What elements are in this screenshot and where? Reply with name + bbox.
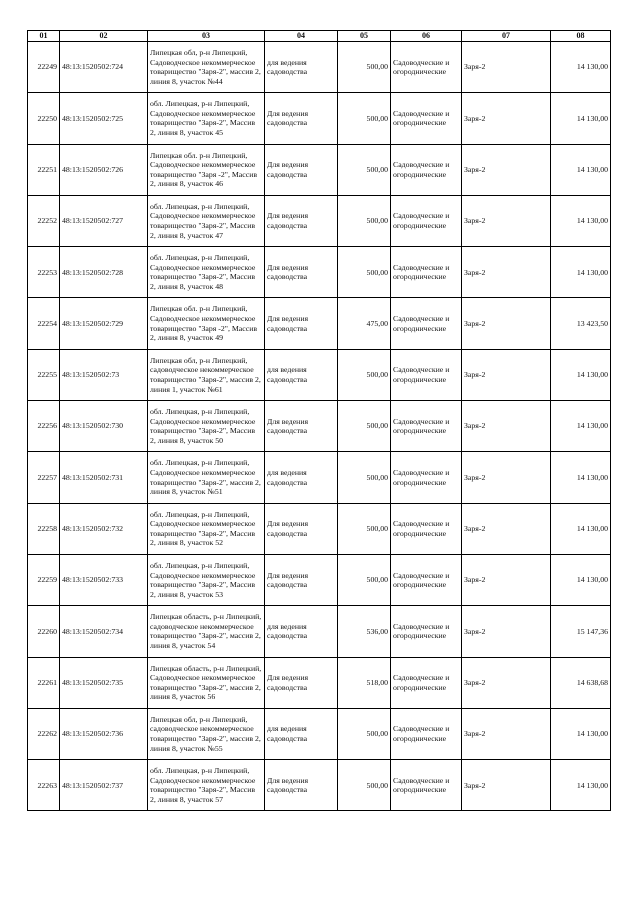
record-number: 22261 xyxy=(28,657,60,708)
land-category: Садоводческие и огороднические xyxy=(391,760,462,811)
address-cell xyxy=(148,42,265,93)
record-number: 22255 xyxy=(28,349,60,400)
land-category: Садоводческие и огороднические xyxy=(391,349,462,400)
area-value: 518,00 xyxy=(338,657,391,708)
table-row xyxy=(28,93,611,144)
permitted-use: для ведения садоводства xyxy=(265,349,338,400)
permitted-use: Для ведения садоводства xyxy=(265,144,338,195)
cadastral-number: 48:13:1520502:73 xyxy=(60,349,148,400)
table-row xyxy=(28,606,611,657)
cadastral-value: 14 130,00 xyxy=(551,452,611,503)
cadastral-number: 48:13:1520502:730 xyxy=(60,401,148,452)
address-cell xyxy=(148,760,265,811)
address-text: Липецкая обл, р-н Липецкий, Садоводческое некоммерческое товарищество "Заря-2", массив 2, линия 8, участок №44 xyxy=(150,47,261,86)
cadastral-number: 48:13:1520502:729 xyxy=(60,298,148,349)
table-row xyxy=(28,195,611,246)
cadastral-number: 48:13:1520502:737 xyxy=(60,760,148,811)
address-text: Липецкая обл. р-н Липецкий, Садоводческое некоммерческое товарищество "Заря -2", Массив 2, линия 8, участок 49 xyxy=(150,304,258,343)
zone-name: Заря-2 xyxy=(462,606,551,657)
cadastral-value: 14 130,00 xyxy=(551,503,611,554)
area-value: 500,00 xyxy=(338,708,391,759)
address-text: Липецкая обл, р-н Липецкий, садоводческое некоммерческое товарищество "Заря-2", массив 2, линия 8, участок №55 xyxy=(150,714,261,753)
address-cell xyxy=(148,195,265,246)
area-value: 500,00 xyxy=(338,247,391,298)
zone-name: Заря-2 xyxy=(462,298,551,349)
area-value: 500,00 xyxy=(338,349,391,400)
cadastral-value: 14 130,00 xyxy=(551,708,611,759)
zone-name: Заря-2 xyxy=(462,401,551,452)
record-number: 22252 xyxy=(28,195,60,246)
land-category: Садоводческие и огороднические xyxy=(391,657,462,708)
column-header-01: 01 xyxy=(28,31,60,42)
land-category: Садоводческие и огороднические xyxy=(391,195,462,246)
column-header-05: 05 xyxy=(338,31,391,42)
zone-name: Заря-2 xyxy=(462,503,551,554)
cadastral-value: 14 130,00 xyxy=(551,760,611,811)
permitted-use: для ведения садоводства xyxy=(265,42,338,93)
address-cell xyxy=(148,554,265,605)
record-number: 22258 xyxy=(28,503,60,554)
column-header-03: 03 xyxy=(148,31,265,42)
cadastral-number: 48:13:1520502:728 xyxy=(60,247,148,298)
record-number: 22251 xyxy=(28,144,60,195)
cadastral-value: 14 130,00 xyxy=(551,195,611,246)
zone-name: Заря-2 xyxy=(462,247,551,298)
permitted-use: Для ведения садоводства xyxy=(265,298,338,349)
land-category: Садоводческие и огороднические xyxy=(391,554,462,605)
table-body xyxy=(28,42,611,811)
table-row xyxy=(28,349,611,400)
address-text: обл. Липецкая, р-н Липецкий, Садоводческое некоммерческое товарищество "Заря-2", Массив 2, линия 8, участок 53 xyxy=(150,560,256,599)
cadastral-number: 48:13:1520502:726 xyxy=(60,144,148,195)
address-text: обл. Липецкая, р-н Липецкий, Садоводческое некоммерческое товарищество "Заря-2", Массив 2, линия 8, участок 45 xyxy=(150,99,256,138)
address-cell xyxy=(148,452,265,503)
land-category: Садоводческие и огороднические xyxy=(391,247,462,298)
table-row xyxy=(28,760,611,811)
permitted-use: Для ведения садоводства xyxy=(265,657,338,708)
address-cell xyxy=(148,298,265,349)
column-header-02: 02 xyxy=(60,31,148,42)
address-cell xyxy=(148,247,265,298)
cadastral-value: 14 130,00 xyxy=(551,144,611,195)
record-number: 22253 xyxy=(28,247,60,298)
header-row xyxy=(28,31,611,42)
record-number: 22260 xyxy=(28,606,60,657)
table-row xyxy=(28,452,611,503)
cadastral-number: 48:13:1520502:732 xyxy=(60,503,148,554)
permitted-use: Для ведения садоводства xyxy=(265,195,338,246)
cadastral-value: 14 130,00 xyxy=(551,42,611,93)
cadastral-value: 14 130,00 xyxy=(551,401,611,452)
permitted-use: для ведения садоводства xyxy=(265,708,338,759)
column-header-08: 08 xyxy=(551,31,611,42)
cadastral-number: 48:13:1520502:724 xyxy=(60,42,148,93)
address-cell xyxy=(148,93,265,144)
address-cell xyxy=(148,144,265,195)
column-header-06: 06 xyxy=(391,31,462,42)
address-text: обл. Липецкая, р-н Липецкий, Садоводческое некоммерческое товарищество "Заря-2", Массив 2, линия 8, участок 47 xyxy=(150,201,256,240)
permitted-use: Для ведения садоводства xyxy=(265,93,338,144)
column-header-07: 07 xyxy=(462,31,551,42)
table-row xyxy=(28,247,611,298)
land-category: Садоводческие и огороднические xyxy=(391,606,462,657)
area-value: 536,00 xyxy=(338,606,391,657)
address-text: Липецкая область, р-н Липецкий, Садоводческое некоммерческое товарищество "Заря-2", массив 2, линия 8, участок 56 xyxy=(150,663,262,702)
land-category: Садоводческие и огороднические xyxy=(391,298,462,349)
area-value: 500,00 xyxy=(338,452,391,503)
address-text: обл. Липецкая, р-н Липецкий, Садоводческое некоммерческое товарищество "Заря-2", Массив 2, линия 8, участок 57 xyxy=(150,766,256,804)
zone-name: Заря-2 xyxy=(462,554,551,605)
table-row xyxy=(28,708,611,759)
address-text: Липецкая обл, р-н Липецкий, садоводческое некоммерческое товарищество "Заря-2", массив 2, линия 1, участок №61 xyxy=(150,355,261,394)
land-category: Садоводческие и огороднические xyxy=(391,93,462,144)
land-category: Садоводческие и огороднические xyxy=(391,503,462,554)
zone-name: Заря-2 xyxy=(462,195,551,246)
address-text: Липецкая область, р-н Липецкий, садоводческое некоммерческое товарищество "Заря-2", массив 2, линия 8, участок 54 xyxy=(150,612,262,650)
table-row xyxy=(28,298,611,349)
record-number: 22249 xyxy=(28,42,60,93)
permitted-use: Для ведения садоводства xyxy=(265,401,338,452)
address-cell xyxy=(148,349,265,400)
zone-name: Заря-2 xyxy=(462,657,551,708)
cadastral-number: 48:13:1520502:727 xyxy=(60,195,148,246)
permitted-use: Для ведения садоводства xyxy=(265,760,338,811)
land-category: Садоводческие и огороднические xyxy=(391,401,462,452)
address-cell xyxy=(148,401,265,452)
table-row xyxy=(28,554,611,605)
zone-name: Заря-2 xyxy=(462,708,551,759)
table-row xyxy=(28,657,611,708)
area-value: 500,00 xyxy=(338,760,391,811)
land-category: Садоводческие и огороднические xyxy=(391,708,462,759)
cadastral-value: 14 130,00 xyxy=(551,349,611,400)
cadastral-number: 48:13:1520502:733 xyxy=(60,554,148,605)
permitted-use: Для ведения садоводства xyxy=(265,247,338,298)
record-number: 22259 xyxy=(28,554,60,605)
permitted-use: Для ведения садоводства xyxy=(265,503,338,554)
address-text: обл. Липецкая, р-н Липецкий, Садоводческое некоммерческое товарищество "Заря-2", Массив 2, линия 8, участок 50 xyxy=(150,407,256,445)
area-value: 500,00 xyxy=(338,401,391,452)
area-value: 500,00 xyxy=(338,195,391,246)
address-text: Липецкая обл. р-н Липецкий, Садоводческое некоммерческое товарищество "Заря -2", Массив 2, линия 8, участок 46 xyxy=(150,150,258,189)
address-text: обл. Липецкая, р-н Липецкий, Садоводческое некоммерческое товарищество "Заря-2", массив 2, линия 8, участок №51 xyxy=(150,458,261,497)
zone-name: Заря-2 xyxy=(462,760,551,811)
table-row xyxy=(28,503,611,554)
table-row xyxy=(28,144,611,195)
record-number: 22254 xyxy=(28,298,60,349)
table-row xyxy=(28,401,611,452)
cadastral-number: 48:13:1520502:725 xyxy=(60,93,148,144)
record-number: 22263 xyxy=(28,760,60,811)
area-value: 500,00 xyxy=(338,503,391,554)
cadastral-value: 14 130,00 xyxy=(551,247,611,298)
address-cell xyxy=(148,606,265,657)
cadastral-number: 48:13:1520502:736 xyxy=(60,708,148,759)
zone-name: Заря-2 xyxy=(462,452,551,503)
cadastral-value: 13 423,50 xyxy=(551,298,611,349)
cadastral-value: 15 147,36 xyxy=(551,606,611,657)
permitted-use: для ведения садоводства xyxy=(265,606,338,657)
address-cell xyxy=(148,657,265,708)
cadastral-value: 14 638,68 xyxy=(551,657,611,708)
record-number: 22257 xyxy=(28,452,60,503)
area-value: 475,00 xyxy=(338,298,391,349)
land-register-table xyxy=(27,30,611,811)
land-category: Садоводческие и огороднические xyxy=(391,452,462,503)
table-header xyxy=(28,31,611,42)
column-header-04: 04 xyxy=(265,31,338,42)
table-row xyxy=(28,42,611,93)
zone-name: Заря-2 xyxy=(462,42,551,93)
land-category: Садоводческие и огороднические xyxy=(391,144,462,195)
permitted-use: Для ведения садоводства xyxy=(265,554,338,605)
address-text: обл. Липецкая, р-н Липецкий, Садоводческое некоммерческое товарищество "Заря-2", Массив 2, линия 8, участок 48 xyxy=(150,253,256,291)
address-cell xyxy=(148,503,265,554)
address-cell xyxy=(148,708,265,759)
cadastral-value: 14 130,00 xyxy=(551,93,611,144)
zone-name: Заря-2 xyxy=(462,93,551,144)
record-number: 22256 xyxy=(28,401,60,452)
address-text: обл. Липецкая, р-н Липецкий, Садоводческое некоммерческое товарищество "Заря-2", Массив 2, линия 8, участок 52 xyxy=(150,509,256,548)
cadastral-number: 48:13:1520502:731 xyxy=(60,452,148,503)
cadastral-number: 48:13:1520502:734 xyxy=(60,606,148,657)
zone-name: Заря-2 xyxy=(462,349,551,400)
area-value: 500,00 xyxy=(338,144,391,195)
area-value: 500,00 xyxy=(338,554,391,605)
cadastral-value: 14 130,00 xyxy=(551,554,611,605)
land-category: Садоводческие и огороднические xyxy=(391,42,462,93)
permitted-use: для ведения садоводства xyxy=(265,452,338,503)
area-value: 500,00 xyxy=(338,93,391,144)
record-number: 22262 xyxy=(28,708,60,759)
cadastral-number: 48:13:1520502:735 xyxy=(60,657,148,708)
record-number: 22250 xyxy=(28,93,60,144)
zone-name: Заря-2 xyxy=(462,144,551,195)
area-value: 500,00 xyxy=(338,42,391,93)
